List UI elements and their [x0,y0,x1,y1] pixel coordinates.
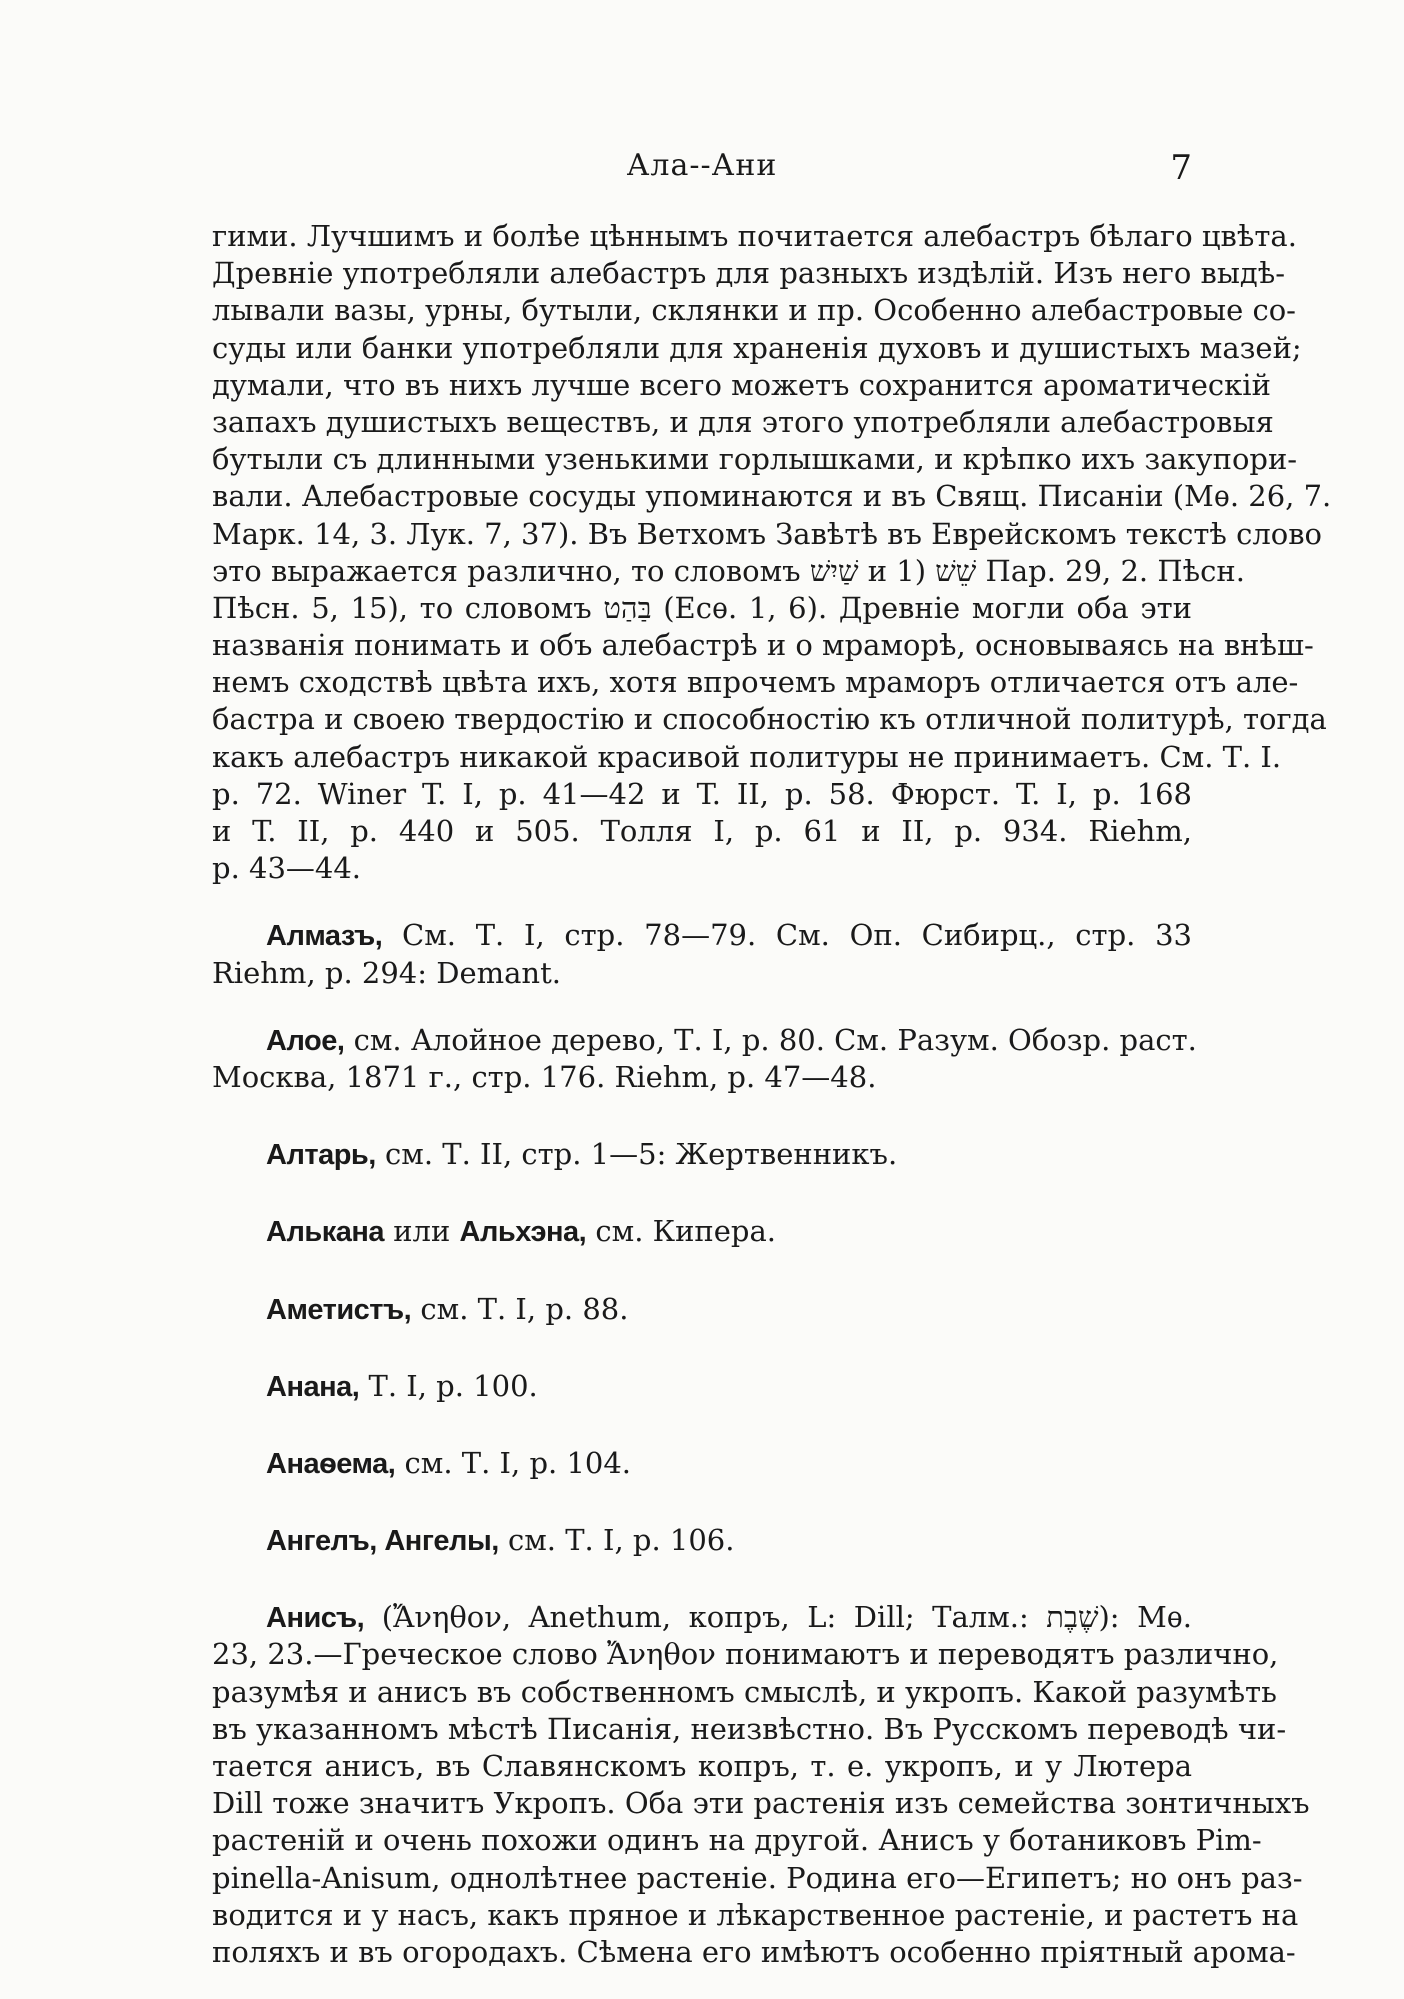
entry-text: см. Алойное дерево, Т. I, р. 80. См. Разум. Обозр. раст. [344,1022,1197,1057]
text-line: поляхъ и въ огородахъ. Сѣмена его имѣютъ особенно пріятный арома- [212,1934,1296,1969]
text-line: какъ алебастръ никакой красивой политуры не принимаетъ. См. Т. I. [212,739,1282,774]
text-line: лывали вазы, урны, бутыли, склянки и пр. Особенно алебастровые со- [212,293,1296,328]
text-line: разумѣя и анисъ въ собственномъ смыслѣ, и укропъ. Какой разумѣть [212,1674,1277,1709]
entry-term: Анисъ, [266,1602,365,1635]
entry-altar [212,1136,1192,1173]
entry-term: Алтарь, [266,1139,376,1172]
page-number: 7 [1170,148,1192,188]
text-line: Пѣсн. 5, 15), то словомъ בַּהַט (Есѳ. 1, 6). Древніе могли оба эти [212,590,1192,625]
entry-term-alt: Альхэна, [459,1216,587,1249]
entry-alkana [212,1213,1192,1250]
text-line: немъ сходствѣ цвѣта ихъ, хотя впрочемъ мраморъ отличается отъ але- [212,665,1299,700]
entry-term: Аметистъ, [266,1293,412,1326]
entry-text: См. Т. I, стр. 78—79. См. Оп. Сибирц., стр. 33 [382,918,1192,953]
text-line: запахъ душистыхъ веществъ, и для этого употребляли алебастровыя [212,404,1274,439]
text-line: p. 72. Winer T. I, p. 41—42 и T. II, p. 58. Фюрст. T. I, p. 168 [212,776,1192,811]
entry-term: Анаѳема, [266,1447,396,1480]
entry-term: Анана, [266,1370,360,1403]
text-line: бастра и своею твердостію и способностію къ отличной политурѣ, тогда [212,702,1327,737]
text-line [212,1445,1192,1482]
text-line: суды или банки употребляли для храненія духовъ и душистыхъ мазей; [212,330,1302,365]
text-line: Riehm, p. 294: Demant. [212,955,561,990]
text-line: растеній и очень похожи одинъ на другой. Анисъ у ботаниковъ Pim- [212,1823,1262,1858]
entry-text: см. Т. I, р. 106. [498,1523,735,1558]
body-text [212,218,1332,1971]
entry-text: см. Т. I, р. 88. [411,1291,629,1326]
text-line: гими. Лучшимъ и болѣе цѣннымъ почитается алебастръ бѣлаго цвѣта. [212,219,1297,253]
text-line [212,1022,1197,1059]
text-line: бутыли съ длинными узенькими горлышками, и крѣпко ихъ закупори- [212,442,1298,477]
entry-text: см. Т. I, р. 104. [395,1445,632,1480]
text-line [212,1368,1192,1405]
text-line: это выражается различно, то словомъ שַׁיִשׁ и שֵׁשׁ (1 Пар. 29, 2. Пѣсн. [212,553,1245,588]
text-line: Марк. 14, 3. Лук. 7, 37). Въ Ветхомъ Завѣтѣ въ Еврейскомъ текстѣ слово [212,516,1322,551]
text-line [212,917,1192,954]
header-title: Ала--Ани [626,148,778,183]
text-line: названія понимать и объ алебастрѣ и о мраморѣ, основываясь на внѣш- [212,628,1314,663]
text-line: тается анисъ, въ Славянскомъ копръ, т. е. укропъ, и у Лютера [212,1749,1192,1783]
text-line [212,1213,1192,1250]
running-header [212,148,1192,188]
text-line: вали. Алебастровые сосуды упоминаются и въ Свящ. Писаніи (Мѳ. 26, 7. [212,479,1332,514]
text-line: и T. II, p. 440 и 505. Толля I, p. 61 и II, p. 934. Riehm, [212,814,1192,848]
text-line: водится и у насъ, какъ пряное и лѣкарственное растеніе, и растетъ на [212,1897,1299,1932]
entry-anana [212,1368,1192,1405]
entry-text: (Ἄνηθον, Anethum, копръ, L: Dill; Талм.: שֶׁבֶת): Мѳ. [364,1600,1193,1635]
entry-connector: или [383,1214,460,1249]
entry-anis [212,1599,1310,1971]
entry-aloe [212,1022,1197,1096]
entry-text: Т. I, р. 100. [359,1368,538,1403]
text-line [212,1291,1192,1328]
text-line [212,1136,1192,1173]
paragraph-alabaster-continuation [212,218,1332,887]
entry-angel [212,1522,1192,1559]
text-line [212,1599,1192,1636]
entry-text: см. Т. II, стр. 1—5: Жертвенникъ. [375,1137,898,1172]
entry-term: Алькана [266,1216,384,1249]
text-line: Древніе употребляли алебастръ для разныхъ издѣлій. Изъ него выдѣ- [212,256,1286,291]
entry-term: Алмазъ, [266,920,383,953]
text-line: pinella-Anisum, однолѣтнее растеніе. Родина его—Египетъ; но онъ раз- [212,1860,1303,1895]
entry-ametist [212,1291,1192,1328]
text-line: p. 43—44. [212,851,362,886]
entry-anathema [212,1445,1192,1482]
text-line: въ указанномъ мѣстѣ Писанія, неизвѣстно. Въ Русскомъ переводѣ чи- [212,1711,1287,1746]
text-line: думали, что въ нихъ лучше всего можетъ сохранится ароматическій [212,367,1271,402]
entry-almaz [212,917,1192,991]
entry-term: Алое, [266,1024,345,1057]
text-line [212,1522,1192,1559]
entry-term: Ангелъ, [266,1525,377,1558]
text-line: Москва, 1871 г., стр. 176. Riehm, p. 47—48. [212,1059,877,1094]
entry-text: см. Кипера. [586,1214,776,1249]
text-line: 23, 23.—Греческое слово Ἄνηθον понимаютъ и переводятъ различно, [212,1637,1279,1672]
text-line: Dill тоже значитъ Укропъ. Оба эти растенія изъ семейства зонтичныхъ [212,1786,1310,1821]
entry-term-alt: Ангелы, [376,1525,499,1558]
